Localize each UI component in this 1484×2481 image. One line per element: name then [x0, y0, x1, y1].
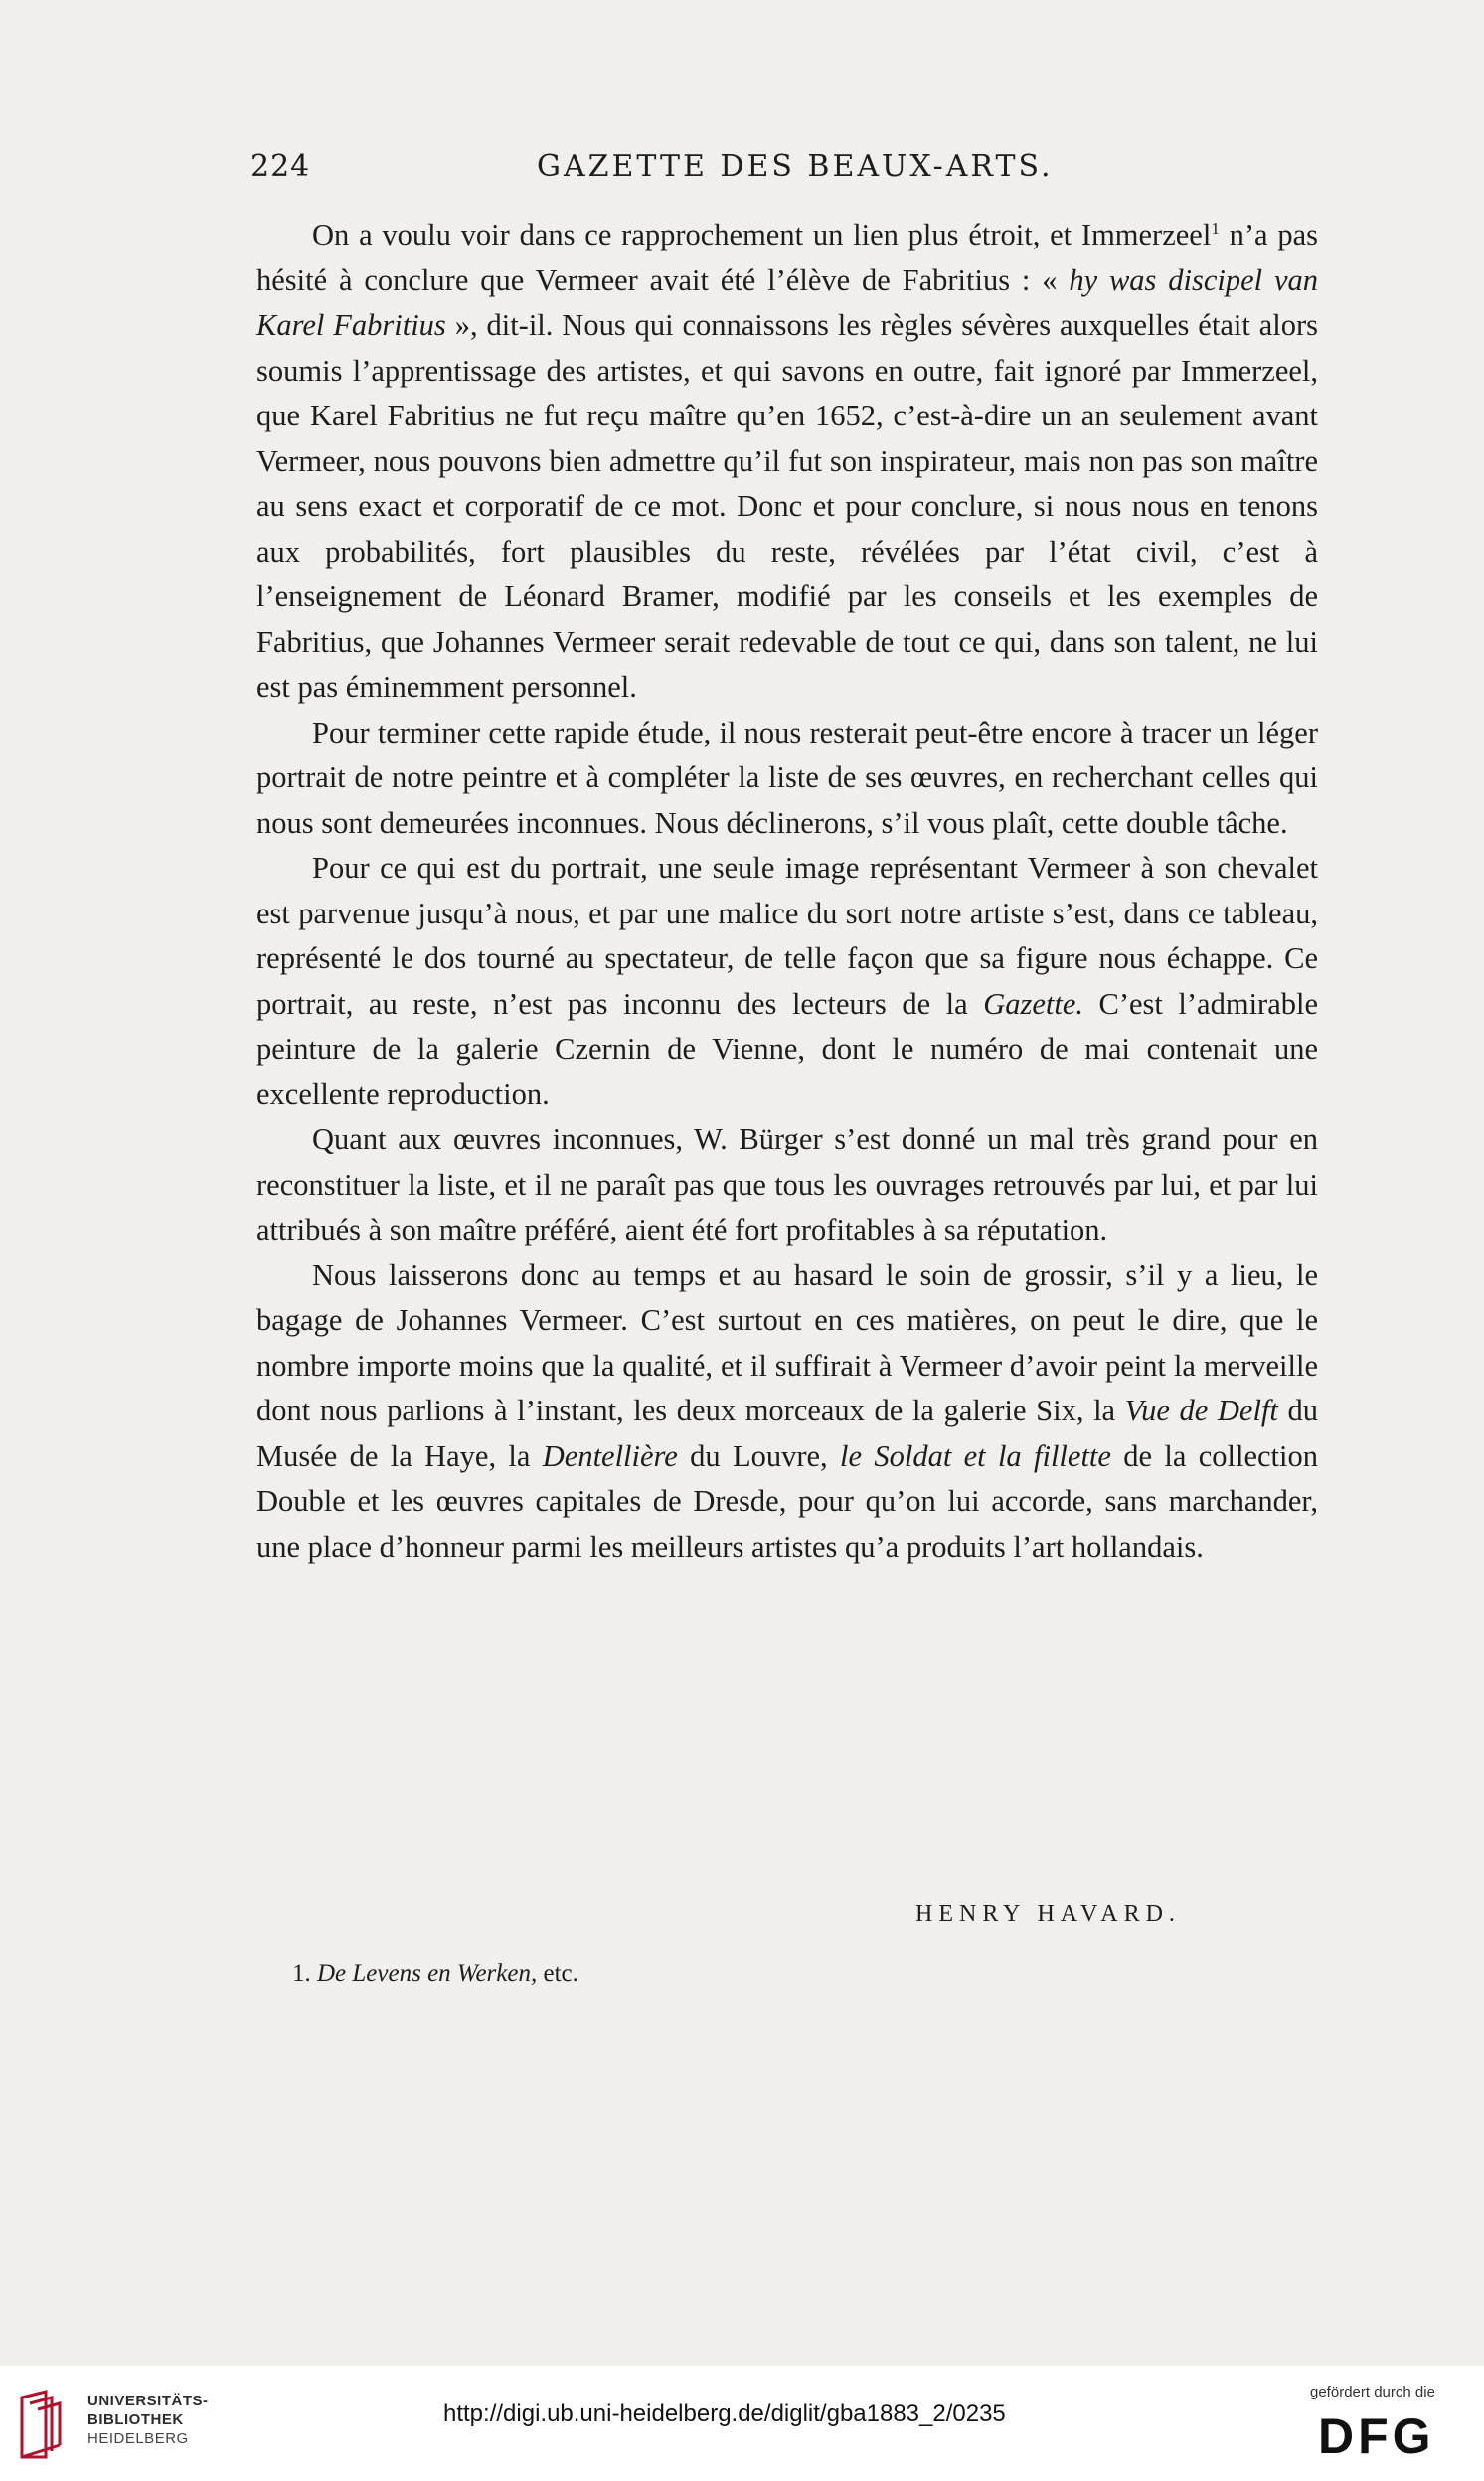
- text-segment: du Louvre,: [677, 1438, 840, 1473]
- text-segment: », dit-il. Nous qui connaissons les règles sévères auxquelles était alors soumis l’apprentissage des artistes, et qui savons en outre, fait ignoré par Immerzeel, que Karel Fabritius ne fut reçu maître qu’en 1652, c’est-à-dire un an seulement avant Vermeer, nous pouvons bien admettre qu’il fut son inspirateur, mais non pas son maître au sens exact et corporatif de ce mot. Donc et pour conclure, si nous nous en tenons aux probabilités, fort plausibles du reste, révélées par l’état civil, c’est à l’enseignement de Léonard Bramer, modifié par les conseils et les exemples de Fabritius, que Johannes Vermeer serait redevable de tout ce qui, dans son talent, ne lui est pas éminemment personnel.: [256, 308, 1318, 705]
- library-name-line: HEIDELBERG: [87, 2430, 189, 2447]
- library-name-line: UNIVERSITÄTS-: [87, 2393, 209, 2409]
- text-segment: C’est l’admirable peinture de la galerie Czernin de Vienne, dont le numéro de mai contenait une excellente reproduction.: [256, 986, 1318, 1111]
- author-signature: HENRY HAVARD.: [915, 1902, 1181, 1927]
- footnote-rest: etc.: [537, 1960, 578, 1987]
- body-paragraph: [256, 206, 1318, 711]
- italic-text: Vue de Delft: [1124, 1394, 1278, 1428]
- article-body: [256, 206, 1318, 1570]
- text-segment: Quant aux œuvres inconnues, W. Bürger s’est donné un mal très grand pour en reconstituer la liste, et il ne paraît pas que tous les ouvrages retrouvés par lui, et par lui attribués à son maître préféré, aient été fort profitables à sa réputation.: [256, 1122, 1318, 1247]
- text-segment: de la collection Double et les œuvres capitales de Dresde, pour qu’on lui accorde, sans marchander, une place d’honneur parmi les meilleurs artistes qu’a produits l’art hollandais.: [256, 1438, 1318, 1564]
- library-name: [87, 2392, 209, 2448]
- text-segment: Pour terminer cette rapide étude, il nous resterait peut-être encore à tracer un léger portrait de notre peintre et à compléter la liste de ses œuvres, en recherchant celles qui nous sont demeurées inconnues. Nous déclinerons, s’il vous plaît, cette double tâche.: [256, 715, 1318, 840]
- body-paragraph: [256, 711, 1318, 847]
- text-segment: n’a pas hésité à conclure que Vermeer avait été l’élève de Fabritius : «: [256, 218, 1319, 297]
- library-name-line: BIBLIOTHEK: [87, 2411, 184, 2428]
- text-segment: Pour ce qui est du portrait, une seule image représentant Vermeer à son chevalet est parvenue jusqu’à nous, et par une malice du sort notre artiste s’est, dans ce tableau, représenté le dos tourné au spectateur, de telle façon que sa figure nous échappe. Ce portrait, au reste, n’est pas inconnu des lecteurs de la: [256, 851, 1318, 1021]
- body-paragraph: [256, 846, 1318, 1117]
- page-number: 224: [250, 149, 311, 184]
- body-paragraph: [256, 1117, 1318, 1253]
- university-library-logo-icon: [16, 2388, 74, 2461]
- running-title: GAZETTE DES BEAUX-ARTS.: [537, 149, 1054, 184]
- text-segment: du Musée de la Haye, la: [256, 1394, 1318, 1473]
- funding-note: gefördert durch die: [1310, 2384, 1435, 2400]
- italic-text: hy was discipel van Karel Fabritius: [256, 262, 1318, 343]
- text-segment: On a voulu voir dans ce rapprochement un lien plus étroit, et Immerzeel: [312, 218, 1212, 252]
- italic-text: Dentellière: [542, 1438, 678, 1473]
- italic-text: le Soldat et la fillette: [840, 1438, 1111, 1473]
- viewer-footer: [0, 2366, 1484, 2481]
- footnote-reference: 1: [1211, 219, 1220, 238]
- permalink-url[interactable]: http://digi.ub.uni-heidelberg.de/diglit/gba1883_2/0235: [443, 2400, 1006, 2427]
- footnote: [292, 1960, 578, 1988]
- dfg-logo: DFG: [1318, 2408, 1435, 2464]
- text-segment: Nous laisserons donc au temps et au hasard le soin de grossir, s’il y a lieu, le bagage de Johannes Vermeer. C’est surtout en ces matières, on peut le dire, que le nombre importe moins que la qualité, et il suffirait à Vermeer d’avoir peint la merveille dont nous parlions à l’instant, les deux morceaux de la galerie Six, la: [256, 1257, 1318, 1428]
- footnote-title: De Levens en Werken,: [317, 1960, 538, 1987]
- body-paragraph: [256, 1253, 1318, 1571]
- italic-text: Gazette.: [983, 986, 1083, 1021]
- footnote-number: 1.: [292, 1960, 311, 1987]
